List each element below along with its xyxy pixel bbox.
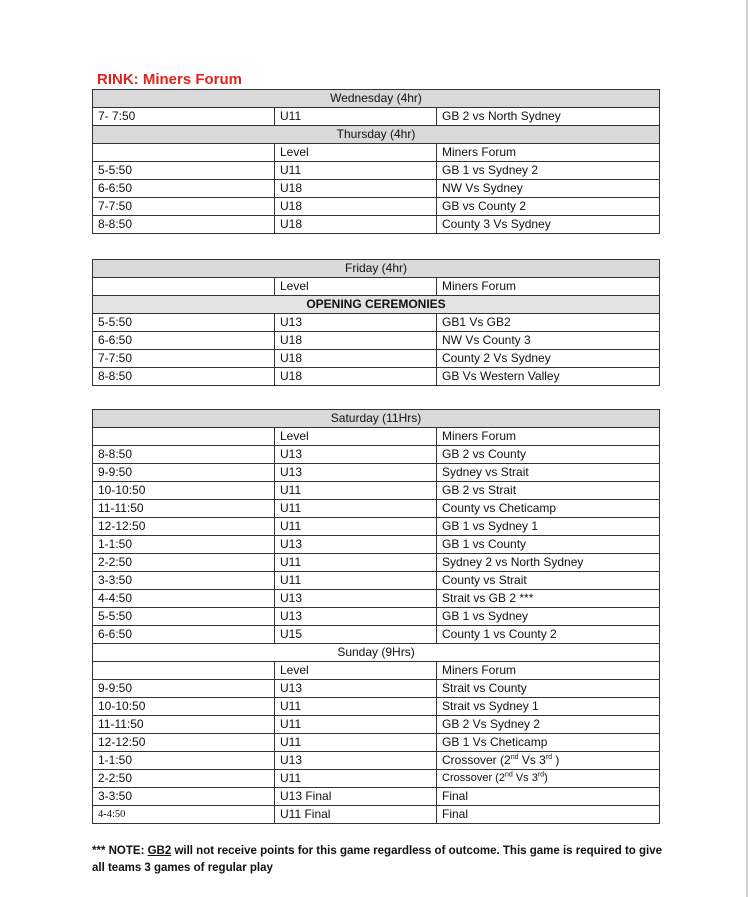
sunday-header: Sunday (9Hrs) [93, 644, 660, 662]
crossover-text: Crossover (2 [442, 753, 511, 767]
level-cell: U15 [275, 626, 437, 644]
table-row [93, 698, 660, 716]
time-cell: 11-11:50 [93, 716, 275, 734]
table-friday [92, 259, 660, 386]
level-cell: U11 [275, 554, 437, 572]
empty-cell [93, 428, 275, 446]
game-cell: Sydney vs Strait [437, 464, 660, 482]
game-cell: County vs Strait [437, 572, 660, 590]
level-cell: U18 [275, 350, 437, 368]
game-cell: GB 2 vs Strait [437, 482, 660, 500]
note-prefix: *** NOTE: [92, 845, 148, 857]
level-cell: U11 [275, 716, 437, 734]
level-cell: U13 [275, 752, 437, 770]
time-cell: 2-2:50 [93, 770, 275, 788]
empty-cell [93, 144, 275, 162]
table-row [93, 806, 660, 824]
game-cell: GB1 Vs GB2 [437, 314, 660, 332]
friday-header: Friday (4hr) [93, 260, 660, 278]
table-row [93, 734, 660, 752]
level-cell: U13 [275, 590, 437, 608]
note-team: GB2 [147, 845, 172, 857]
ordinal-suffix: rd [545, 754, 553, 761]
time-cell: 1-1:50 [93, 536, 275, 554]
table-sat-sun [92, 409, 660, 824]
time-cell: 3-3:50 [93, 788, 275, 806]
level-header: Level [275, 662, 437, 680]
level-cell: U11 [275, 162, 437, 180]
level-header: Level [275, 428, 437, 446]
day-header-friday [93, 260, 660, 278]
empty-cell [93, 278, 275, 296]
empty-cell [93, 662, 275, 680]
game-cell: GB 2 vs County [437, 446, 660, 464]
table-row [93, 716, 660, 734]
day-header-thursday [93, 126, 660, 144]
day-header-sunday [93, 644, 660, 662]
time-cell: 7-7:50 [93, 198, 275, 216]
table-row [93, 536, 660, 554]
time-cell: 12-12:50 [93, 518, 275, 536]
level-cell: U18 [275, 368, 437, 386]
column-header-row [93, 428, 660, 446]
table-row [93, 350, 660, 368]
ceremonies-row [93, 296, 660, 314]
opening-ceremonies: OPENING CEREMONIES [93, 296, 660, 314]
table-row [93, 680, 660, 698]
game-cell: GB 1 Vs Cheticamp [437, 734, 660, 752]
rink-title: RINK: Miners Forum [97, 71, 243, 88]
table-row [93, 368, 660, 386]
time-cell: 10-10:50 [93, 482, 275, 500]
table-row [93, 180, 660, 198]
level-cell: U13 [275, 680, 437, 698]
level-header: Level [275, 278, 437, 296]
ordinal-suffix: nd [504, 771, 513, 779]
time-cell: 7- 7:50 [93, 108, 275, 126]
table-row [93, 608, 660, 626]
level-cell: U11 [275, 500, 437, 518]
table-row [93, 572, 660, 590]
table-row [93, 770, 660, 788]
level-cell: U13 Final [275, 788, 437, 806]
table-row [93, 446, 660, 464]
level-cell: U11 [275, 698, 437, 716]
game-cell: GB 2 vs North Sydney [437, 108, 660, 126]
game-cell [437, 770, 660, 788]
game-cell: County 1 vs County 2 [437, 626, 660, 644]
thursday-header: Thursday (4hr) [93, 126, 660, 144]
time-cell: 1-1:50 [93, 752, 275, 770]
crossover-text: ) [544, 772, 548, 784]
note-text: will not receive points for this game regardless of outcome. This game is required to give all teams 3 games of regular play [92, 845, 663, 874]
game-cell: Strait vs County [437, 680, 660, 698]
game-cell: GB 2 Vs Sydney 2 [437, 716, 660, 734]
game-cell: GB 1 vs Sydney [437, 608, 660, 626]
game-cell: NW Vs County 3 [437, 332, 660, 350]
level-cell: U13 [275, 464, 437, 482]
level-header: Level [275, 144, 437, 162]
time-cell: 9-9:50 [93, 464, 275, 482]
table-row [93, 554, 660, 572]
rink-header: Miners Forum [437, 278, 660, 296]
game-cell: Strait vs GB 2 *** [437, 590, 660, 608]
time-cell: 3-3:50 [93, 572, 275, 590]
level-cell: U11 [275, 482, 437, 500]
level-cell: U13 [275, 446, 437, 464]
game-cell: GB 1 vs County [437, 536, 660, 554]
time-cell: 8-8:50 [93, 368, 275, 386]
game-cell: County vs Cheticamp [437, 500, 660, 518]
level-cell: U11 [275, 108, 437, 126]
level-cell: U11 Final [275, 806, 437, 824]
ordinal-suffix: nd [510, 754, 519, 761]
time-cell: 9-9:50 [93, 680, 275, 698]
table-row [93, 464, 660, 482]
saturday-header: Saturday (11Hrs) [93, 410, 660, 428]
column-header-row [93, 278, 660, 296]
game-cell: Strait vs Sydney 1 [437, 698, 660, 716]
time-cell: 5-5:50 [93, 314, 275, 332]
table-row [93, 500, 660, 518]
table-row [93, 518, 660, 536]
crossover-text: Vs 3 [518, 753, 546, 767]
time-cell: 5-5:50 [93, 162, 275, 180]
game-cell: Final [437, 806, 660, 824]
time-cell: 10-10:50 [93, 698, 275, 716]
footnote [92, 843, 672, 877]
level-cell: U13 [275, 608, 437, 626]
table-row [93, 314, 660, 332]
table-wed-thu [92, 89, 660, 234]
game-cell: GB Vs Western Valley [437, 368, 660, 386]
game-cell: GB 1 vs Sydney 1 [437, 518, 660, 536]
rink-header: Miners Forum [437, 144, 660, 162]
level-cell: U18 [275, 180, 437, 198]
level-cell: U11 [275, 518, 437, 536]
column-header-row [93, 662, 660, 680]
time-cell: 6-6:50 [93, 180, 275, 198]
game-cell: Sydney 2 vs North Sydney [437, 554, 660, 572]
time-cell: 6-6:50 [93, 332, 275, 350]
time-cell: 12-12:50 [93, 734, 275, 752]
time-cell: 4-4:50 [93, 806, 275, 824]
game-cell: GB vs County 2 [437, 198, 660, 216]
crossover-text: Crossover (2 [442, 772, 505, 784]
wednesday-header: Wednesday (4hr) [93, 90, 660, 108]
time-cell: 11-11:50 [93, 500, 275, 518]
column-header-row [93, 144, 660, 162]
time-cell: 8-8:50 [93, 216, 275, 234]
level-cell: U18 [275, 216, 437, 234]
table-row [93, 590, 660, 608]
rink-header: Miners Forum [437, 428, 660, 446]
time-cell: 7-7:50 [93, 350, 275, 368]
time-cell: 6-6:50 [93, 626, 275, 644]
time-cell: 2-2:50 [93, 554, 275, 572]
time-cell: 4-4:50 [93, 590, 275, 608]
table-row [93, 626, 660, 644]
level-cell: U11 [275, 734, 437, 752]
table-row [93, 198, 660, 216]
table-row [93, 752, 660, 770]
table-row [93, 788, 660, 806]
crossover-text: ) [552, 753, 560, 767]
table-row [93, 162, 660, 180]
day-header-saturday [93, 410, 660, 428]
crossover-text: Vs 3 [512, 772, 538, 784]
time-cell: 8-8:50 [93, 446, 275, 464]
table-row [93, 332, 660, 350]
rink-header: Miners Forum [437, 662, 660, 680]
level-cell: U18 [275, 198, 437, 216]
level-cell: U11 [275, 572, 437, 590]
game-cell: Final [437, 788, 660, 806]
level-cell: U18 [275, 332, 437, 350]
level-cell: U11 [275, 770, 437, 788]
game-cell: County 3 Vs Sydney [437, 216, 660, 234]
ordinal-suffix: rd [537, 771, 545, 779]
level-cell: U13 [275, 314, 437, 332]
table-row [93, 216, 660, 234]
game-cell: NW Vs Sydney [437, 180, 660, 198]
day-header-wednesday [93, 90, 660, 108]
game-cell [437, 752, 660, 770]
game-cell: County 2 Vs Sydney [437, 350, 660, 368]
time-cell: 5-5:50 [93, 608, 275, 626]
table-row [93, 108, 660, 126]
level-cell: U13 [275, 536, 437, 554]
game-cell: GB 1 vs Sydney 2 [437, 162, 660, 180]
table-row [93, 482, 660, 500]
